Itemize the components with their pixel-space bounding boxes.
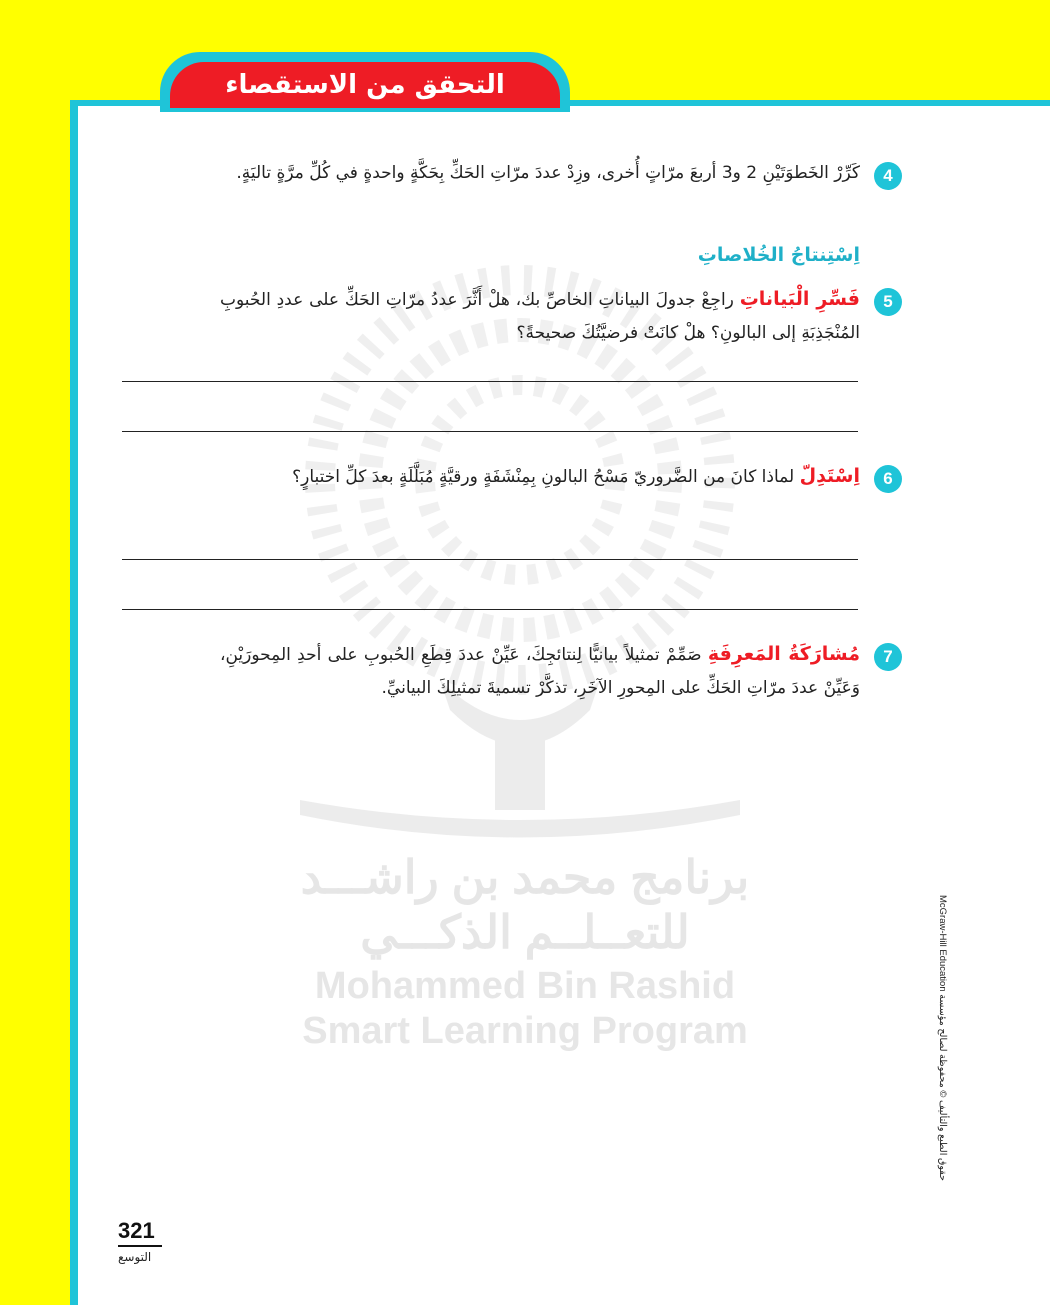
page-title: التحقق من الاستقصاء: [225, 70, 505, 100]
page-number: 321: [118, 1218, 155, 1243]
answer-line[interactable]: [122, 609, 858, 610]
question-6-skill: اِسْتَدِلّ: [799, 465, 860, 487]
watermark-english-line2: Smart Learning Program: [302, 1010, 748, 1052]
question-5-skill: فَسِّرِ الْبَياناتِ: [739, 288, 860, 310]
section-heading: اِسْتِنتاجُ الخُلاصاتِ: [697, 244, 860, 266]
answer-line[interactable]: [122, 559, 858, 560]
question-5-text: راجِعْ جدولَ البياناتِ الخاصِّ بك، هلْ أَثَّرَ عددُ مرّاتِ الحَكِّ على عددِ الحُبوبِ المُنْجَذِبَةِ إلى البالونِ؟ هلْ كانَتْ فرضيَّتُكَ صحيحةً؟: [220, 290, 860, 343]
question-6-text: لماذا كانَ من الضَّروريّ مَسْحُ البالونِ بِمِنْشَفَةٍ ورقيَّةٍ مُبَلَّلَةٍ بعدَ كلِّ اختبارٍ؟: [292, 467, 795, 487]
question-6: [220, 460, 860, 494]
footer-section-label: التوسع: [118, 1250, 152, 1264]
question-7: [220, 638, 860, 705]
page-border-left: [70, 100, 78, 1305]
answer-line[interactable]: [122, 431, 858, 432]
question-number-7: 7: [874, 643, 902, 671]
question-4-text: كَرِّرْ الخَطوَتَيْنِ 2 و3 أربعَ مرّاتٍ أُخرى، وزِدْ عددَ مرّاتِ الحَكِّ بِحَكَّةٍ واحدةٍ في كُلِّ مرَّةٍ تاليَةٍ.: [236, 163, 860, 183]
page-number-divider: [118, 1245, 162, 1247]
question-7-skill: مُشارَكَةُ المَعرِفَةِ: [707, 643, 861, 665]
question-number-6: 6: [874, 465, 902, 493]
question-7-text: صَمِّمْ تمثيلاً بيانيًّا لِنتائجِكَ، عَيِّنْ عددَ قِطَعِ الحُبوبِ على أحدِ المِحورَيْنِ، وَعَيِّنْ عددَ مرّاتِ الحَكِّ على المِحورِ الآخَرِ، تذكَّرْ تسميةَ تمثيلِكَ البيانيِّ.: [220, 645, 860, 698]
question-number-5: 5: [874, 288, 902, 316]
question-5: [220, 283, 860, 350]
copyright-credit: McGraw-Hill Education حقوق الطبع والتأليف © محفوظة لصالح مؤسسة: [937, 895, 948, 1181]
question-number-4: 4: [874, 162, 902, 190]
header-banner: [170, 62, 560, 108]
answer-line[interactable]: [122, 381, 858, 382]
watermark-arabic-line2: للتعــلــم الذكـــي: [360, 906, 690, 958]
watermark-arabic-line1: برنامج محمد بن راشـــد: [300, 851, 750, 903]
watermark-english-line1: Mohammed Bin Rashid: [314, 965, 736, 1007]
